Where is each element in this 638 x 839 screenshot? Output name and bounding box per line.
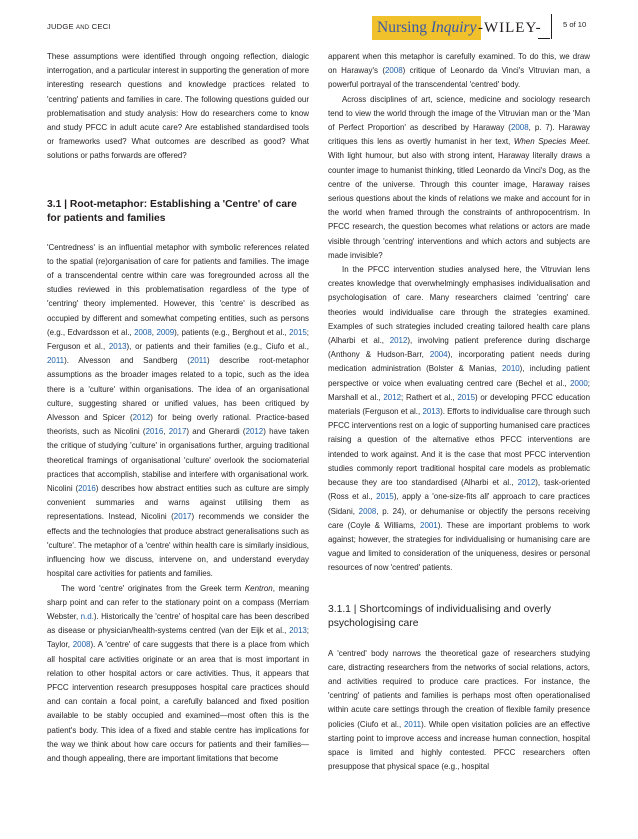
paragraph: The word 'centre' originates from the Greek term Kentron, meaning sharp point and can refer to the stationary point on a compass (Merriam Webster, n.d.). Historically the 'centre' of hospital care has been described as disease or physician/health-systems centred (van der Eijk et al., 2013; Taylor, 2008). A 'centre' of care suggests that there is a place from which all hospital care activities originate or an area that is most important in relation to other hospital actors or care activities. Thus, it appears that PFCC intervention research presupposes hospital care practices should and can contain a focal point, a carefully balanced and fixed position available to be stably occupied and examined—most often this is the patient's body. This idea of a fixed and stable centre has implications for the way we think about how care occurs for patients and their families—and though appealing, there are important limitations that become [47,583,309,763]
section-heading: 3.1 | Root-metaphor: Establishing a 'Centre' of care for patients and families [47,198,297,224]
left-column [47,50,309,766]
paragraph: apparent when this metaphor is carefully examined. To do this, we draw on Haraway's (2008) critique of Leonardo da Vinci's Vitruvian man, a powerful portrayal of the transcendental 'centred' body. [328,52,591,90]
citation-link[interactable]: 2013 [108,342,127,352]
citation-link[interactable]: 2001 [420,520,438,530]
citation-link[interactable]: 2009 [156,327,175,337]
journal-logo[interactable]: Nursing Inquiry [372,16,481,40]
citation-link[interactable]: 2008 [72,640,91,650]
citation-link[interactable]: 2008 [358,506,377,516]
subsection-heading: 3.1.1 | Shortcomings of individualising and overly psychologising care [328,603,552,629]
citation-link[interactable]: 2015 [376,492,394,502]
citation-link[interactable]: 2012 [132,413,151,423]
paragraph: A 'centred' body narrows the theoretical gaze of researchers studying care, distracting researchers from the networks of social relations, actors, and activities required to produce care practices. For instance, the 'centring' of patients and families is perhaps most often operationalised within acute care settings through the creation of flexible family presence policies (Ciufo et al., 2011). While open visitation policies are an effective starting point to improve access and increase human connection, hospital space is limited and highly contested. PFCC researchers often presuppose that physical space (e.g., hospital [328,648,590,772]
paragraph: 'Centredness' is an influential metaphor with symbolic references related to the spatial (re)organisation of care for patients and families. The image of a transcendental centre within care was foregrounded across all the studies reviewed in this problematisation regardless of the type of 'centring' theory implemented. However, this 'centre' is described as occupied by different and somewhat competing entities, such as persons (e.g., Edvardsson et al., 2008, 2009), patients (e.g., Berghout et al., 2015; Ferguson et al., 2013), or patients and their families (e.g., Ciufo et al., 2011). Alvesson and Sandberg (2011) describe root-metaphor assumptions as the broader images related to a topic, such as the idea there is a 'culture' within organisations. The idea of an organisational culture, suggesting shared or unified values, has been critiqued by Alvesson and Spicer (2012) for being overly rational. Practice-based theorists, such as Nicolini (2016, 2017) and Gherardi (2012) have taken the critique of studying 'culture' in organisations further, arguing traditional theoretical framings of organisational 'culture' overlook the sociomaterial practices that accomplish, stabilise and interfere with organisational work. Nicolini (2016) describes how abstract entities such as culture are simply convenient summaries and warns against utilising them as representations. Instead, Nicolini (2017) recommends we consider the effects and the technologies that produce abstract generalisations such as 'culture'. The metaphor of a 'centre' within health care is similarly insidious, influencing how we discuss, intervene on, and understand everyday hospital care activities for patients and families. [47,242,310,579]
paragraph: These assumptions were identified through ongoing reflection, dialogic interrogation, and a particular interest in supporting the generation of more interesting research questions and knowledge practices related to 'centring' patients and families in care. The following questions guided our problematisation and study analysis: How do researchers come to know and study PFCC in adult acute care? Are established standardised tools or frameworks used? What outcomes are described as good? What solutions or paths forwards are offered? [47,52,309,161]
citation-link[interactable]: 2017 [168,427,187,437]
citation-link[interactable]: 2012 [517,478,536,488]
citation-link[interactable]: 2017 [173,512,192,522]
citation-link[interactable]: 2012 [383,392,402,402]
citation-link[interactable]: 2011 [189,356,208,366]
citation-link[interactable]: 2015 [457,392,476,402]
citation-link[interactable]: 2008 [384,66,403,76]
paragraph: In the PFCC intervention studies analysed here, the Vitruvian lens creates knowledge that overwhelmingly emphasises individualisation and psychologisation of care. Many researchers claimed 'centring' care theories would individualise care through the strategies examined. Examples of such strategies included creating tailored health care plans (Alharbi et al., 2012), involving patient preference during discharge (Anthony & Hudson-Barr, 2004), incorporating patient needs during medication administration (Bolster & Manias, 2010), including patient perspective or voice when evaluating centred care (Bechel et al., 2000; Marshall et al., 2012; Rathert et al., 2015) or developing PFCC education materials (Ferguson et al., 2013). Efforts to individualise care through such PFCC interventions rest on a logic of supporting humanised care practices raising a question of the alternative ethos PFCC interventions are intended to work against. And it is the case that most PFCC intervention studies commonly report traditional hospital care models as problematic because they are too standardised (Alharbi et al., 2012), task-oriented (Ross et al., 2015), apply a 'one-size-fits all' approach to care practices (Sidani, 2008, p. 24), or dehumanise or objectify the persons receiving care (Coyle & Williams, 2001). These are important problems to work against; however, the strategies for individualising or humanising care are vague and limited to consideration of the uniqueness, desires or personal resources of now 'centred' patients. [328,265,591,573]
paragraph: Across disciplines of art, science, medicine and sociology research tend to view the world through the image of the Vitruvian man or the 'Man of Perfect Proportion' as described by Haraway (2008, p. 7). Haraway critiques this lens as overtly humanist in her text, When Species Meet. With light humour, but also with strong intent, Haraway literally draws a counter image to humanist thinking, titled Leonardo da Vinci's Dog, as the centre of the universe. Through this counter image, Haraway raises serious questions about the kinds of relations we make and account for in the world when framed through the constraints of anthropocentrism. In PFCC research, the question becomes what relations or actors are made visible through 'centring' interventions and which actors and subjects are made invisible? [328,94,590,260]
citation-link[interactable]: 2008 [510,123,529,133]
citation-link[interactable]: 2012 [389,336,408,346]
citation-link[interactable]: 2013 [422,407,441,417]
citation-link[interactable]: 2011 [47,356,65,366]
citation-link[interactable]: 2008 [134,327,152,337]
citation-link[interactable]: n.d. [80,611,94,621]
right-column [328,50,590,774]
citation-link[interactable]: 2011 [404,719,422,729]
page-number: 5 of 10 [563,20,587,29]
citation-link[interactable]: 2000 [570,378,588,388]
header-rule [538,38,550,39]
running-head-authors: JUDGE AND CECI [47,22,111,31]
publisher-logo: -WILEY- [478,20,542,36]
citation-link[interactable]: 2004 [429,350,448,360]
citation-link[interactable]: 2013 [289,626,307,636]
citation-link[interactable]: 2016 [78,484,96,494]
header-divider [551,14,552,39]
citation-link[interactable]: 2010 [502,364,520,374]
citation-link[interactable]: 2016 [145,427,164,437]
citation-link[interactable]: 2015 [289,327,307,337]
citation-link[interactable]: 2012 [245,427,264,437]
